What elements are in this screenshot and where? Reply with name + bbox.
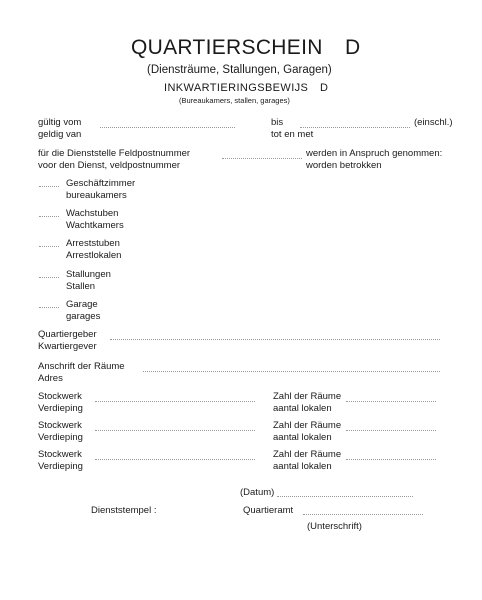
room-count-label: Zahl der Räume: [273, 391, 342, 402]
stamp-label: Dienststempel :: [91, 505, 157, 516]
form-subtitle: (Diensträume, Stallungen, Garagen): [147, 64, 332, 76]
room-count-label-nl: aantal lokalen: [273, 461, 332, 472]
room-count-label-nl: aantal lokalen: [273, 432, 332, 443]
date-label: (Datum): [240, 487, 275, 498]
address-label: Anschrift der Räume: [38, 361, 125, 372]
signature-field[interactable]: [303, 514, 423, 515]
floor-field[interactable]: [95, 430, 255, 431]
floor-field[interactable]: [95, 459, 255, 460]
signature-label: (Unterschrift): [307, 521, 362, 532]
requisition-label-nl: worden betrokken: [306, 160, 382, 171]
valid-to-field[interactable]: [300, 127, 410, 128]
room-type-label-nl: bureaukamers: [66, 190, 127, 201]
room-type-label: Garage: [66, 299, 98, 310]
room-count-label: Zahl der Räume: [273, 420, 342, 431]
office-label: Quartieramt: [243, 505, 294, 516]
unit-label: für die Dienststelle Feldpostnummer: [38, 148, 191, 159]
room-type-label: Geschäftzimmer: [66, 178, 136, 189]
floor-label-nl: Verdieping: [38, 403, 83, 414]
form-letter: D: [345, 36, 361, 59]
room-count-label: Zahl der Räume: [273, 449, 342, 460]
valid-to-label: bis: [271, 117, 284, 128]
address-label-nl: Adres: [38, 373, 63, 384]
floor-label-nl: Verdieping: [38, 461, 83, 472]
form-title-nl: INKWARTIERINGSBEWIJS: [164, 82, 309, 94]
unit-label-nl: voor den Dienst, veldpostnummer: [38, 160, 181, 171]
floor-label-nl: Verdieping: [38, 432, 83, 443]
room-type-label-nl: Stallen: [66, 281, 96, 292]
room-type-label: Arreststuben: [66, 238, 120, 249]
room-count-label-nl: aantal lokalen: [273, 403, 332, 414]
valid-from-field[interactable]: [100, 127, 235, 128]
room-type-label-nl: garages: [66, 311, 101, 322]
floor-label: Stockwerk: [38, 391, 82, 402]
form-title: QUARTIERSCHEIN: [131, 36, 323, 59]
form-letter-nl: D: [320, 82, 329, 94]
room-count-total-field[interactable]: [346, 459, 436, 460]
valid-to-label-nl: tot en met: [271, 129, 314, 140]
floor-label: Stockwerk: [38, 449, 82, 460]
floor-label: Stockwerk: [38, 420, 82, 431]
room-type-label: Wachstuben: [66, 208, 119, 219]
room-count-field[interactable]: [39, 186, 59, 187]
valid-from-label: gültig vom: [38, 117, 82, 128]
room-type-label: Stallungen: [66, 269, 111, 280]
floor-field[interactable]: [95, 401, 255, 402]
date-field[interactable]: [277, 496, 413, 497]
valid-from-label-nl: geldig van: [38, 129, 82, 140]
form-subtitle-nl: (Bureaukamers, stallen, garages): [179, 96, 290, 105]
room-count-field[interactable]: [39, 246, 59, 247]
room-count-total-field[interactable]: [346, 401, 436, 402]
room-count-field[interactable]: [39, 307, 59, 308]
room-type-label-nl: Wachtkamers: [66, 220, 124, 231]
room-count-field[interactable]: [39, 216, 59, 217]
field-post-number-field[interactable]: [222, 158, 302, 159]
room-count-field[interactable]: [39, 277, 59, 278]
inclusive-note: (einschl.): [414, 117, 453, 128]
host-label: Quartiergeber: [38, 329, 97, 340]
host-label-nl: Kwartiergever: [38, 341, 97, 352]
requisition-label: werden in Anspruch genommen:: [306, 148, 443, 159]
room-count-total-field[interactable]: [346, 430, 436, 431]
host-field[interactable]: [110, 339, 440, 340]
address-field[interactable]: [143, 371, 440, 372]
room-type-label-nl: Arrestlokalen: [66, 250, 122, 261]
